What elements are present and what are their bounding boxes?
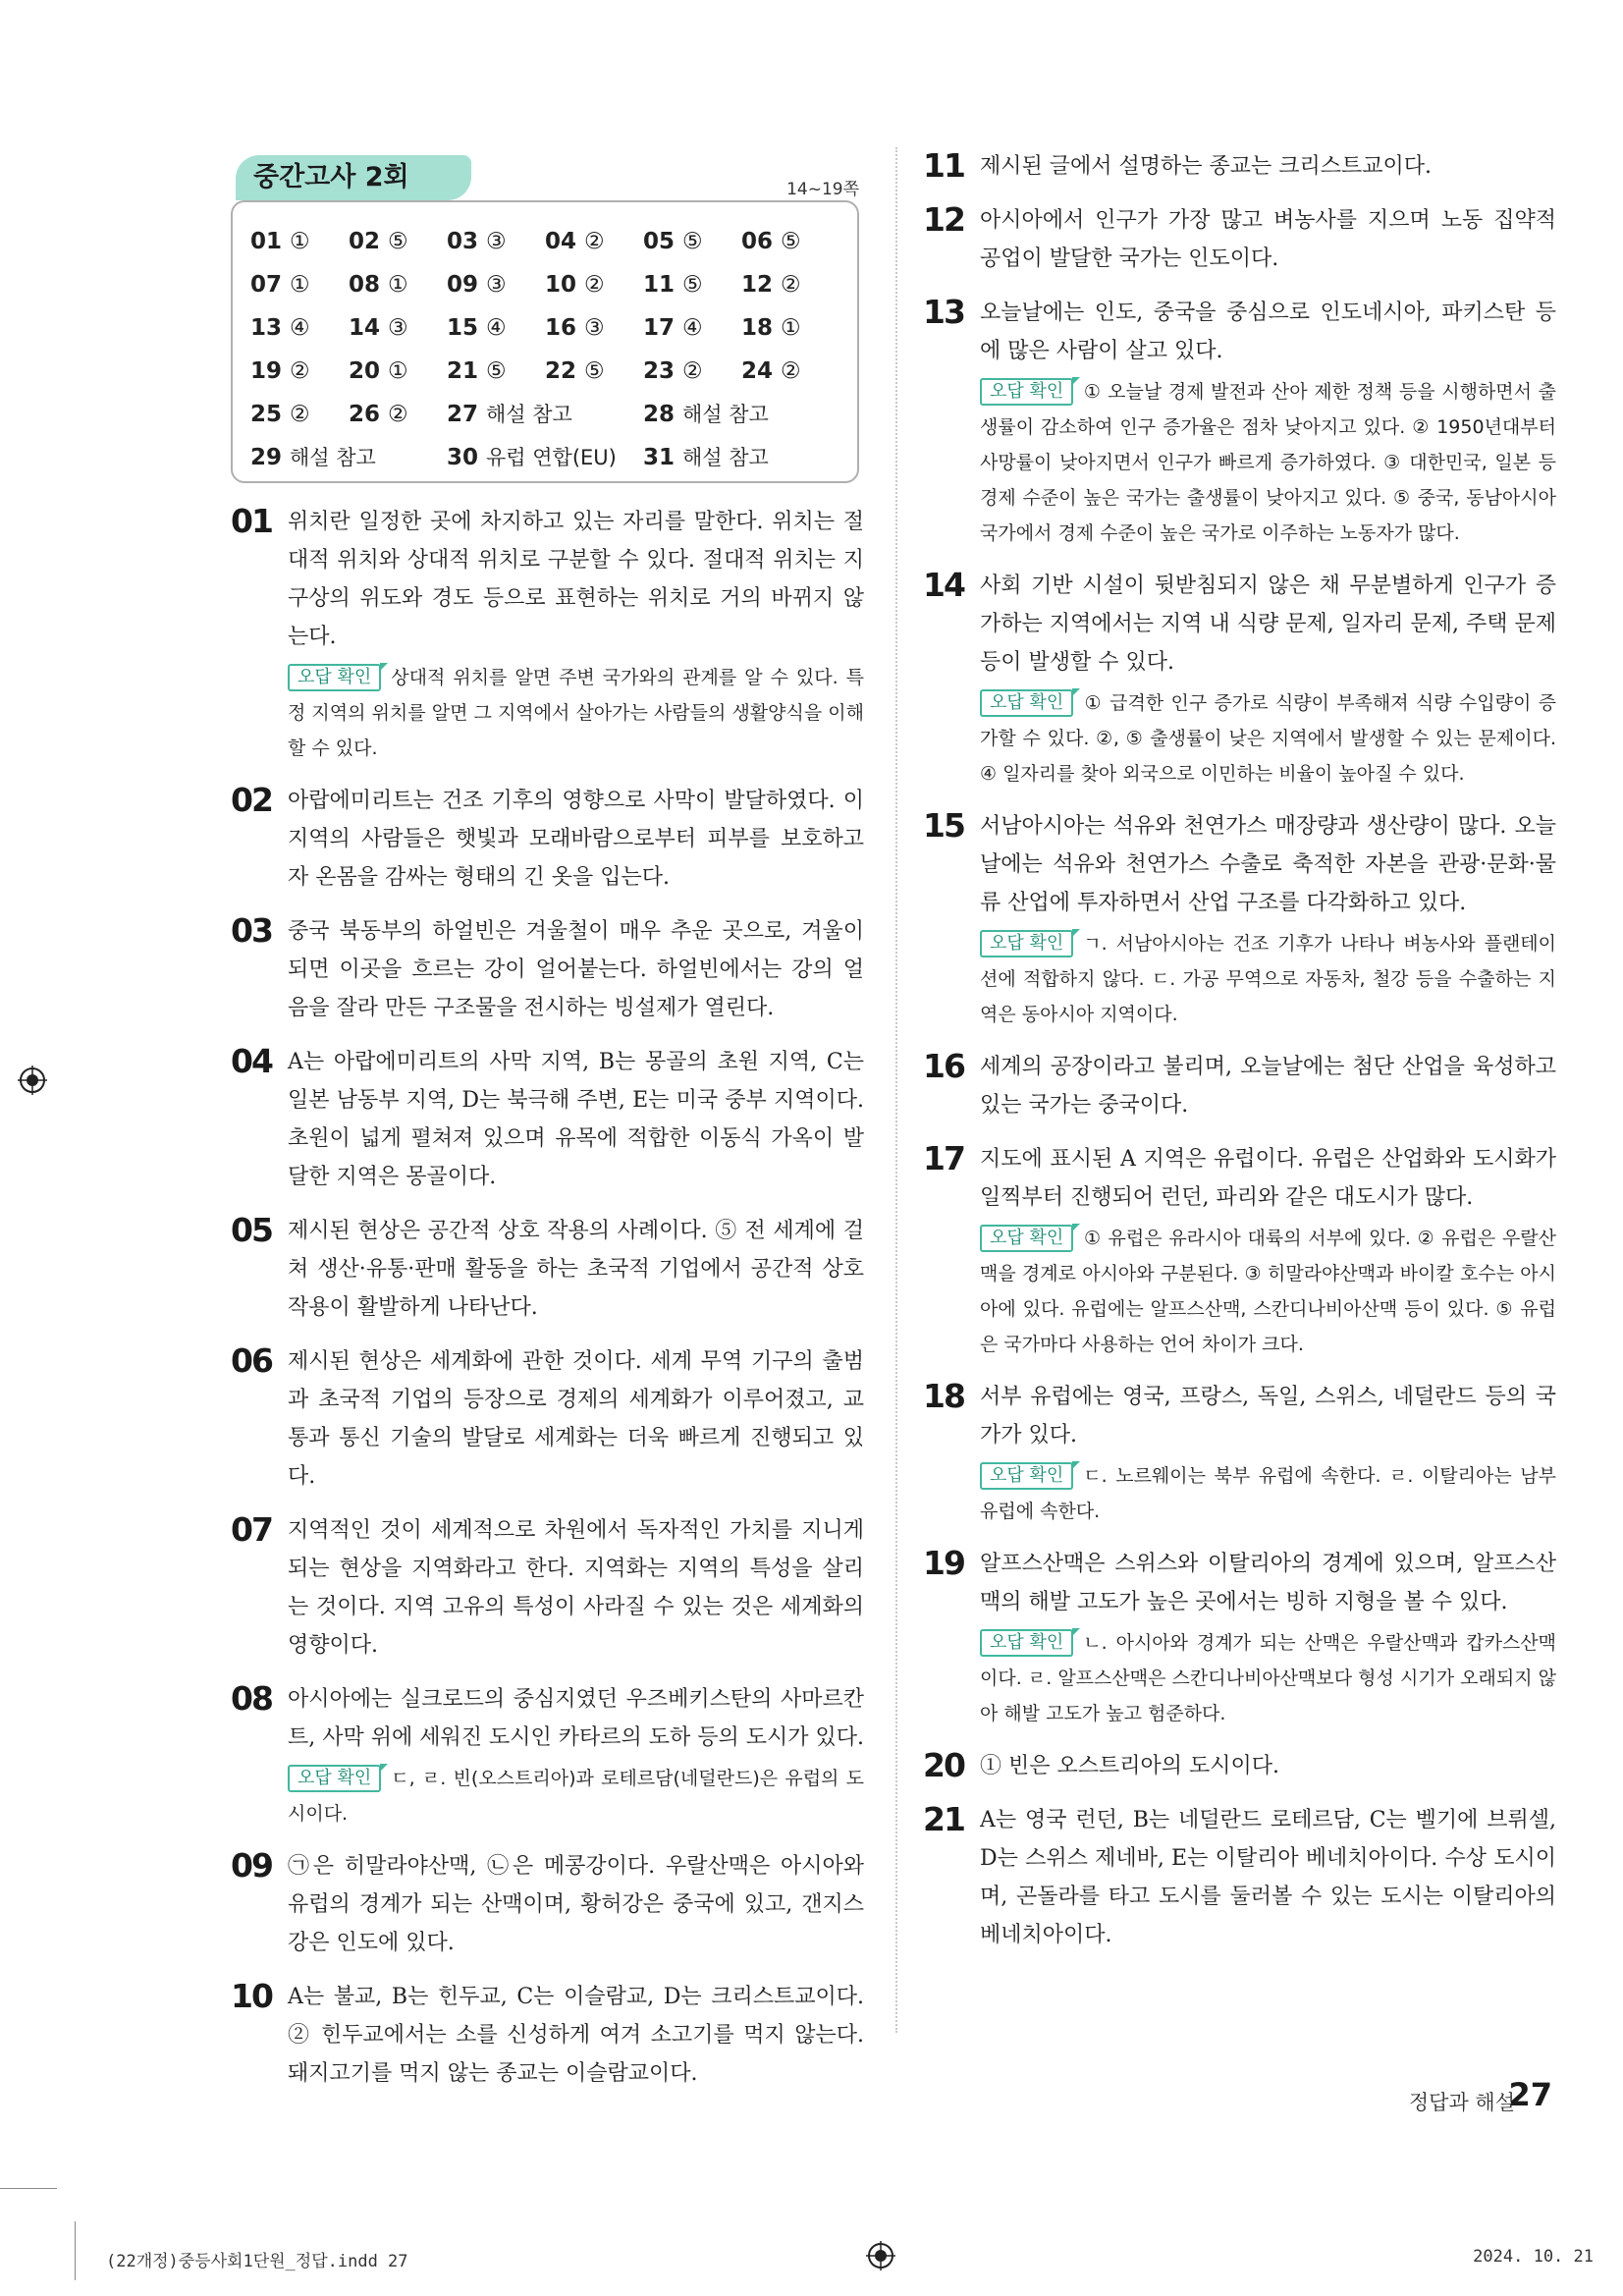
item-number: 12 bbox=[923, 200, 964, 239]
explanation-item bbox=[231, 1043, 864, 1196]
crop-line-vertical bbox=[75, 2221, 76, 2280]
item-text: A는 불교, B는 힌두교, C는 이슬람교, D는 크리스트교이다. ② 힌두교에서는 소를 신성하게 여겨 소고기를 먹지 않는다. 돼지고기를 먹지 않는 종교는 이슬람교이다. bbox=[288, 1985, 864, 2086]
wrong-answer-badge: 오답 확인 bbox=[980, 1629, 1073, 1657]
answer-value: ② bbox=[290, 358, 310, 384]
answer-entry bbox=[250, 306, 349, 350]
answer-value: ① bbox=[290, 229, 310, 254]
wrong-answer-note bbox=[980, 1625, 1556, 1731]
item-number: 02 bbox=[231, 781, 272, 819]
answer-number: 11 bbox=[643, 272, 676, 298]
answer-number: 22 bbox=[545, 358, 577, 384]
answer-value: ② bbox=[584, 229, 605, 254]
answer-number: 08 bbox=[349, 272, 381, 298]
explanation-item bbox=[923, 1048, 1556, 1124]
item-text: ① 빈은 오스트리아의 도시이다. bbox=[980, 1754, 1279, 1778]
item-text: 아랍에미리트는 건조 기후의 영향으로 사막이 발달하였다. 이 지역의 사람들은 햇빛과 모래바람으로부터 피부를 보호하고자 온몸을 감싸는 형태의 긴 옷을 입는다. bbox=[288, 789, 864, 890]
item-number: 01 bbox=[231, 502, 272, 540]
explanation-item bbox=[923, 807, 1556, 1032]
answer-number: 20 bbox=[349, 358, 381, 384]
answer-value: ⑤ bbox=[486, 358, 507, 384]
answer-entry bbox=[250, 350, 349, 393]
wrong-answer-badge: 오답 확인 bbox=[980, 930, 1073, 957]
answer-entry bbox=[545, 263, 643, 306]
answer-entry bbox=[447, 263, 545, 306]
explanation-item bbox=[231, 1847, 864, 1962]
answer-entry bbox=[545, 220, 643, 263]
note-text: ㄴ. 아시아와 경계가 되는 산맥은 우랄산맥과 캅카스산맥이다. ㄹ. 알프스산맥은 스칸디나비아산맥보다 형성 시기가 오래되지 않아 해발 고도가 높고 험준하다. bbox=[980, 1632, 1556, 1724]
answer-number: 24 bbox=[741, 358, 774, 384]
answer-entry bbox=[447, 350, 545, 393]
answer-value: ① bbox=[781, 315, 801, 341]
answer-value: ④ bbox=[290, 315, 310, 341]
item-text: 서부 유럽에는 영국, 프랑스, 독일, 스위스, 네덜란드 등의 국가가 있다. bbox=[980, 1385, 1556, 1448]
note-text: ㄷ, ㄹ. 빈(오스트리아)과 로테르담(네덜란드)은 유럽의 도시이다. bbox=[288, 1768, 864, 1825]
footer-title: 정답과 해설 bbox=[1408, 2091, 1515, 2114]
answer-box-pages: 14~19쪽 bbox=[786, 180, 859, 199]
answer-value: ② bbox=[682, 358, 703, 384]
answer-number: 01 bbox=[250, 229, 283, 254]
answer-entry bbox=[545, 350, 643, 393]
item-number: 06 bbox=[231, 1341, 272, 1380]
item-number: 19 bbox=[923, 1544, 964, 1582]
answer-number: 26 bbox=[349, 402, 381, 427]
item-text: 사회 기반 시설이 뒷받침되지 않은 채 무분별하게 인구가 증가하는 지역에서는 지역 내 식량 문제, 일자리 문제, 주택 문제 등이 발생할 수 있다. bbox=[980, 574, 1556, 675]
item-text: A는 아랍에미리트의 사막 지역, B는 몽골의 초원 지역, C는 일본 남동부 지역, D는 북극해 주변, E는 미국 중부 지역이다. 초원이 넓게 펼쳐져 있으며 유목에 적합한 이동식 가옥이 발달한 지역은 몽골이다. bbox=[288, 1050, 864, 1189]
item-text: 아시아에는 실크로드의 중심지였던 우즈베키스탄의 사마르칸트, 사막 위에 세워진 도시인 카타르의 도하 등의 도시가 있다. bbox=[288, 1687, 864, 1750]
answer-entry bbox=[250, 393, 349, 436]
print-file-name: (22개정)중등사회1단원_정답.indd 27 bbox=[106, 2252, 408, 2271]
wrong-answer-note bbox=[980, 1221, 1556, 1362]
item-number: 15 bbox=[923, 806, 964, 845]
answer-entry bbox=[250, 220, 349, 263]
wrong-answer-note bbox=[980, 926, 1556, 1032]
answer-number: 17 bbox=[643, 315, 676, 341]
answer-value: ④ bbox=[682, 315, 703, 341]
explanation-item bbox=[923, 1378, 1556, 1529]
answer-value: 해설 참고 bbox=[290, 446, 376, 469]
item-text: 제시된 현상은 공간적 상호 작용의 사례이다. ⑤ 전 세계에 걸쳐 생산·유통·판매 활동을 하는 초국적 기업에서 공간적 상호 작용이 활발하게 나타난다. bbox=[288, 1219, 864, 1320]
answer-value: ⑤ bbox=[682, 229, 703, 254]
item-text: A는 영국 런던, B는 네덜란드 로테르담, C는 벨기에 브뤼셀, D는 스위스 제네바, E는 이탈리아 베네치아이다. 수상 도시이며, 곤돌라를 타고 도시를 둘러볼 수 있는 도시는 이탈리아의 베네치아이다. bbox=[980, 1808, 1556, 1947]
answer-number: 14 bbox=[349, 315, 381, 341]
print-date: 2024. 10. 21 bbox=[1473, 2247, 1594, 2267]
answer-entry bbox=[643, 306, 741, 350]
answer-value: ② bbox=[584, 272, 605, 298]
answer-entry bbox=[250, 436, 447, 479]
answer-number: 12 bbox=[741, 272, 774, 298]
explanation-item bbox=[923, 147, 1556, 186]
answer-value: 해설 참고 bbox=[486, 403, 572, 426]
answer-box bbox=[231, 147, 864, 483]
answer-value: ⑤ bbox=[584, 358, 605, 384]
answer-number: 18 bbox=[741, 315, 774, 341]
answer-entry bbox=[349, 393, 447, 436]
registration-mark-icon bbox=[866, 2241, 895, 2270]
answer-value: ⑤ bbox=[388, 229, 408, 254]
wrong-answer-note bbox=[980, 374, 1556, 551]
item-text: ㉠은 히말라야산맥, ㉡은 메콩강이다. 우랄산맥은 아시아와 유럽의 경계가 되는 산맥이며, 황허강은 중국에 있고, 갠지스강은 인도에 있다. bbox=[288, 1854, 864, 1955]
answer-value: ⑤ bbox=[682, 272, 703, 298]
explanation-item bbox=[231, 1511, 864, 1665]
answer-entry bbox=[545, 306, 643, 350]
answer-number: 03 bbox=[447, 229, 479, 254]
answer-value: 유럽 연합(EU) bbox=[486, 446, 617, 469]
item-text: 아시아에서 인구가 가장 많고 벼농사를 지으며 노동 집약적 공업이 발달한 국가는 인도이다. bbox=[980, 208, 1556, 271]
answer-number: 04 bbox=[545, 229, 577, 254]
page-number: 27 bbox=[1508, 2076, 1552, 2113]
answer-number: 05 bbox=[643, 229, 676, 254]
answer-number: 25 bbox=[250, 402, 283, 427]
answer-value: ① bbox=[290, 272, 310, 298]
explanation-item bbox=[231, 1342, 864, 1496]
item-number: 17 bbox=[923, 1139, 964, 1177]
answer-number: 06 bbox=[741, 229, 774, 254]
answer-entry bbox=[447, 220, 545, 263]
answer-entry bbox=[643, 263, 741, 306]
registration-mark-icon bbox=[18, 1066, 47, 1095]
wrong-answer-note bbox=[980, 1458, 1556, 1529]
answer-value: ③ bbox=[584, 315, 605, 341]
answer-entry bbox=[349, 350, 447, 393]
answer-number: 31 bbox=[643, 445, 676, 470]
explanation-item bbox=[231, 1978, 864, 2093]
answer-number: 30 bbox=[447, 445, 479, 470]
answer-entry bbox=[447, 306, 545, 350]
item-number: 13 bbox=[923, 293, 964, 331]
answer-entry bbox=[447, 393, 643, 436]
wrong-answer-note bbox=[288, 660, 864, 766]
answer-entry bbox=[643, 220, 741, 263]
item-number: 04 bbox=[231, 1042, 272, 1080]
wrong-answer-badge: 오답 확인 bbox=[288, 1765, 381, 1792]
answer-number: 27 bbox=[447, 402, 479, 427]
item-text: 알프스산맥은 스위스와 이탈리아의 경계에 있으며, 알프스산맥의 해발 고도가 높은 곳에서는 빙하 지형을 볼 수 있다. bbox=[980, 1552, 1556, 1614]
answer-box-title: 중간고사 2회 bbox=[236, 155, 471, 200]
right-column bbox=[923, 147, 1556, 1970]
answer-entry bbox=[741, 263, 839, 306]
explanation-item bbox=[231, 1680, 864, 1831]
answer-entry bbox=[250, 263, 349, 306]
crop-line bbox=[0, 2188, 57, 2189]
item-number: 03 bbox=[231, 911, 272, 950]
answer-value: ① bbox=[388, 272, 408, 298]
answer-number: 23 bbox=[643, 358, 676, 384]
answer-entry bbox=[741, 306, 839, 350]
answer-value: ③ bbox=[486, 272, 507, 298]
explanation-item bbox=[923, 1801, 1556, 1954]
answer-number: 29 bbox=[250, 445, 283, 470]
item-text: 위치란 일정한 곳에 차지하고 있는 자리를 말한다. 위치는 절대적 위치와 상대적 위치로 구분할 수 있다. 절대적 위치는 지구상의 위도와 경도 등으로 표현하는 위치로 거의 바뀌지 않는다. bbox=[288, 510, 864, 649]
wrong-answer-badge: 오답 확인 bbox=[288, 664, 381, 691]
answer-value: ② bbox=[781, 272, 801, 298]
explanation-item bbox=[231, 782, 864, 897]
answer-value: ④ bbox=[486, 315, 507, 341]
note-text: ① 오늘날 경제 발전과 산아 제한 정책 등을 시행하면서 출생률이 감소하여 인구 증가율은 점차 낮아지고 있다. ② 1950년대부터 사망률이 낮아지면서 인구가 빠르게 증가하였다. ③ 대한민국, 일본 등 경제 수준이 높은 국가는 출생률이 낮아지고 있다. ⑤ 중국, 동남아시아 국가에서 경제 수준이 높은 국가로 이주하는 노동자가 많다. bbox=[980, 381, 1556, 544]
item-text: 제시된 현상은 세계화에 관한 것이다. 세계 무역 기구의 출범과 초국적 기업의 등장으로 경제의 세계화가 이루어졌고, 교통과 통신 기술의 발달로 세계화는 더욱 빠르게 진행되고 있다. bbox=[288, 1349, 864, 1489]
item-number: 07 bbox=[231, 1510, 272, 1549]
answer-entry bbox=[643, 393, 839, 436]
answer-entry bbox=[349, 220, 447, 263]
left-column bbox=[231, 147, 864, 2108]
item-number: 09 bbox=[231, 1846, 272, 1885]
explanation-item bbox=[923, 201, 1556, 278]
answer-number: 16 bbox=[545, 315, 577, 341]
answer-entry bbox=[349, 263, 447, 306]
answer-entry bbox=[741, 350, 839, 393]
wrong-answer-note bbox=[288, 1761, 864, 1831]
answer-number: 02 bbox=[349, 229, 381, 254]
item-text: 지도에 표시된 A 지역은 유럽이다. 유럽은 산업화와 도시화가 일찍부터 진행되어 런던, 파리와 같은 대도시가 많다. bbox=[980, 1147, 1556, 1210]
answer-entry bbox=[741, 220, 839, 263]
answer-value: ② bbox=[290, 402, 310, 427]
item-number: 16 bbox=[923, 1047, 964, 1085]
answer-grid bbox=[250, 220, 857, 479]
wrong-answer-badge: 오답 확인 bbox=[980, 689, 1073, 717]
answer-number: 28 bbox=[643, 402, 676, 427]
answer-value: ③ bbox=[388, 315, 408, 341]
answer-number: 19 bbox=[250, 358, 283, 384]
answer-number: 21 bbox=[447, 358, 479, 384]
item-number: 08 bbox=[231, 1679, 272, 1718]
answer-number: 07 bbox=[250, 272, 283, 298]
answer-value: ② bbox=[388, 402, 408, 427]
answer-number: 13 bbox=[250, 315, 283, 341]
item-number: 18 bbox=[923, 1377, 964, 1415]
wrong-answer-badge: 오답 확인 bbox=[980, 1225, 1073, 1252]
answer-value: ③ bbox=[486, 229, 507, 254]
explanation-item bbox=[231, 1212, 864, 1327]
answer-number: 09 bbox=[447, 272, 479, 298]
explanation-item bbox=[923, 1545, 1556, 1731]
left-explanations bbox=[231, 503, 864, 2093]
answer-value: ⑤ bbox=[781, 229, 801, 254]
wrong-answer-note bbox=[980, 685, 1556, 792]
note-text: ㄱ. 서남아시아는 건조 기후가 나타나 벼농사와 플랜테이션에 적합하지 않다. ㄷ. 가공 무역으로 자동차, 철강 등을 수출하는 지역은 동아시아 지역이다. bbox=[980, 933, 1556, 1025]
explanation-item bbox=[923, 567, 1556, 792]
explanation-item bbox=[231, 912, 864, 1027]
answer-number: 15 bbox=[447, 315, 479, 341]
item-number: 05 bbox=[231, 1211, 272, 1249]
item-number: 20 bbox=[923, 1746, 964, 1784]
item-number: 21 bbox=[923, 1800, 964, 1838]
item-number: 11 bbox=[923, 146, 964, 185]
item-text: 서남아시아는 석유와 천연가스 매장량과 생산량이 많다. 오늘날에는 석유와 천연가스 수출로 축적한 자본을 관광·문화·물류 산업에 투자하면서 산업 구조를 다각화하고 있다. bbox=[980, 814, 1556, 915]
item-text: 오늘날에는 인도, 중국을 중심으로 인도네시아, 파키스탄 등에 많은 사람이 살고 있다. bbox=[980, 301, 1556, 363]
right-explanations bbox=[923, 147, 1556, 1954]
answer-value: ① bbox=[388, 358, 408, 384]
note-text: ① 급격한 인구 증가로 식량이 부족해져 식량 수입량이 증가할 수 있다. ②, ⑤ 출생률이 낮은 지역에서 발생할 수 있는 문제이다. ④ 일자리를 찾아 외국으로 이민하는 비율이 높아질 수 있다. bbox=[980, 692, 1556, 785]
answer-grid-frame bbox=[231, 200, 859, 483]
item-number: 10 bbox=[231, 1977, 272, 2015]
answer-entry bbox=[643, 350, 741, 393]
answer-number: 10 bbox=[545, 272, 577, 298]
answer-value: 해설 참고 bbox=[682, 403, 769, 426]
column-divider bbox=[895, 147, 897, 2033]
answer-value: 해설 참고 bbox=[682, 446, 769, 469]
item-text: 제시된 글에서 설명하는 종교는 크리스트교이다. bbox=[980, 154, 1433, 179]
item-text: 지역적인 것이 세계적으로 차원에서 독자적인 가치를 지니게 되는 현상을 지역화라고 한다. 지역화는 지역의 특성을 살리는 것이다. 지역 고유의 특성이 사라질 수 있는 것은 세계화의 영향이다. bbox=[288, 1518, 864, 1658]
answer-entry bbox=[643, 436, 839, 479]
wrong-answer-badge: 오답 확인 bbox=[980, 1462, 1073, 1490]
answer-entry bbox=[349, 306, 447, 350]
note-text: ㄷ. 노르웨이는 북부 유럽에 속한다. ㄹ. 이탈리아는 남부 유럽에 속한다. bbox=[980, 1465, 1556, 1522]
item-text: 중국 북동부의 하얼빈은 겨울철이 매우 추운 곳으로, 겨울이 되면 이곳을 흐르는 강이 얼어붙는다. 하얼빈에서는 강의 얼음을 잘라 만든 구조물을 전시하는 빙설제가 열린다. bbox=[288, 919, 864, 1020]
item-text: 세계의 공장이라고 불리며, 오늘날에는 첨단 산업을 육성하고 있는 국가는 중국이다. bbox=[980, 1055, 1556, 1118]
explanation-item bbox=[923, 294, 1556, 551]
note-text: 상대적 위치를 알면 주변 국가와의 관계를 알 수 있다. 특정 지역의 위치를 알면 그 지역에서 살아가는 사람들의 생활양식을 이해할 수 있다. bbox=[288, 667, 864, 759]
explanation-item bbox=[923, 1747, 1556, 1785]
answer-entry bbox=[447, 436, 643, 479]
explanation-item bbox=[231, 503, 864, 766]
note-text: ① 유럽은 유라시아 대륙의 서부에 있다. ② 유럽은 우랄산맥을 경계로 아시아와 구분된다. ③ 히말라야산맥과 바이칼 호수는 아시아에 있다. 유럽에는 알프스산맥, 스칸디나비아산맥 등이 있다. ⑤ 유럽은 국가마다 사용하는 언어 차이가 크다. bbox=[980, 1228, 1556, 1355]
item-number: 14 bbox=[923, 566, 964, 604]
wrong-answer-badge: 오답 확인 bbox=[980, 378, 1073, 406]
explanation-item bbox=[923, 1140, 1556, 1362]
answer-value: ② bbox=[781, 358, 801, 384]
